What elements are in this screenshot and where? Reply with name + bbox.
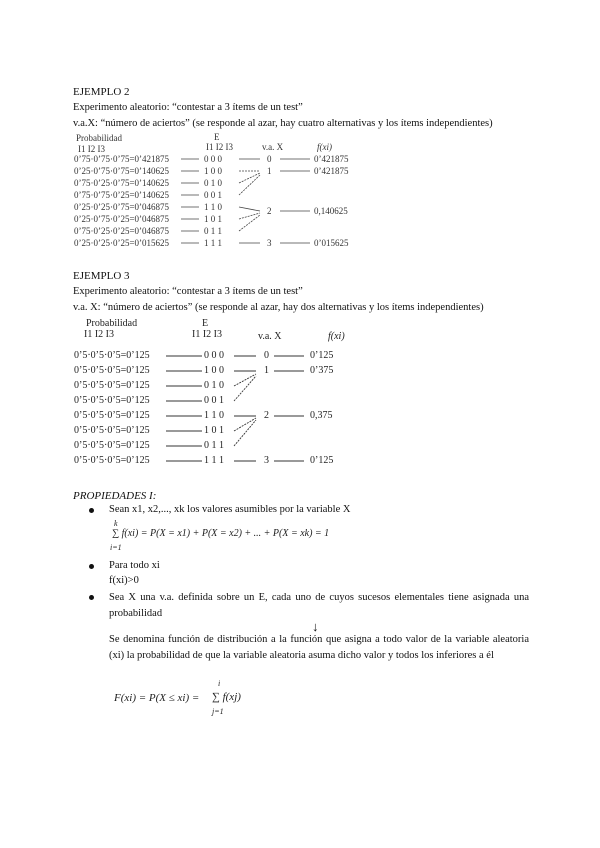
items-header: I1 I2 I3 <box>78 144 105 154</box>
row-calc: 0’75·0’25·0’25=0’046875 <box>74 226 170 236</box>
fx-header: f(xi) <box>317 142 332 152</box>
row-e: 0 0 0 <box>204 350 224 361</box>
propiedades-title: PROPIEDADES I: <box>73 490 157 502</box>
row-e: 0 1 0 <box>204 178 222 188</box>
row-calc: 0’25·0’25·0’25=0’015625 <box>74 238 170 248</box>
row-e: 1 0 0 <box>204 365 224 376</box>
x-value: 3 <box>267 238 272 248</box>
row-e: 1 1 1 <box>204 238 222 248</box>
row-e: 1 1 1 <box>204 455 224 466</box>
sum-top: k <box>114 519 118 528</box>
row-e: 0 1 1 <box>204 440 224 451</box>
ejemplo-2-title: EJEMPLO 2 <box>73 86 130 98</box>
sum-bottom: i=1 <box>110 543 122 552</box>
prob-header: Probabilidad <box>76 133 122 143</box>
row-calc: 0’5·0’5·0’5=0’125 <box>74 395 150 406</box>
prob-header: Probabilidad <box>86 318 138 329</box>
fx-value: 0,375 <box>310 410 333 421</box>
F-formula-lhs: F(xi) = P(X ≤ xi) = <box>114 692 200 704</box>
fx-value: 0,140625 <box>314 206 348 216</box>
e-items-header: I1 I2 I3 <box>192 329 222 340</box>
row-calc: 0’5·0’5·0’5=0’125 <box>74 380 150 391</box>
ejemplo-3-arrows <box>74 318 514 468</box>
x-value: 1 <box>264 365 269 376</box>
row-calc: 0’75·0’75·0’75=0’421875 <box>74 154 170 164</box>
bullet-3-text: Sea X una v.a. definida sobre un E, cada uno de cuyos sucesos elementales tiene asignada una probabilidad <box>109 592 529 619</box>
bullet-1-text: Sean x1, x2,..., xk los valores asumibles por la variable X <box>109 504 351 515</box>
F-sum-top: i <box>218 679 221 688</box>
row-calc: 0’5·0’5·0’5=0’125 <box>74 350 150 361</box>
row-e: 1 1 0 <box>204 202 222 212</box>
row-e: 0 0 0 <box>204 154 222 164</box>
ejemplo-2-experiment: Experimento aleatorio: “contestar a 3 ítems de un test” <box>73 102 303 113</box>
row-calc: 0’5·0’5·0’5=0’125 <box>74 440 150 451</box>
x-value: 1 <box>267 166 272 176</box>
x-header: v.a. X <box>258 331 282 342</box>
row-e: 0 0 1 <box>204 190 222 200</box>
down-arrow-icon: ↓ <box>312 619 319 634</box>
bullet-2-line-1: Para todo xi <box>109 560 160 571</box>
x-value: 2 <box>264 410 269 421</box>
row-e: 1 1 0 <box>204 410 224 421</box>
fx-value: 0’125 <box>310 455 334 466</box>
row-calc: 0’5·0’5·0’5=0’125 <box>74 410 150 421</box>
sum-formula: ∑ f(xi) = P(X = x1) + P(X = x2) + ... + P(X = xk) = 1 <box>112 528 330 539</box>
bullet-2 <box>89 564 94 569</box>
items-header: I1 I2 I3 <box>84 329 114 340</box>
definition-text: Se denomina función de distribución a la función que asigna a todo valor de la variable aleatoria (xi) la probabilidad de que la variable aleatoria asuma dicho valor y todos los inferiores a él <box>109 634 529 661</box>
e-items-header: I1 I2 I3 <box>206 142 233 152</box>
fx-value: 0’375 <box>310 365 334 376</box>
ejemplo-2-va: v.a.X: “número de aciertos” (se responde al azar, hay cuatro alternativas y los ítems independientes) <box>73 118 493 129</box>
ejemplo-3-figure <box>74 318 514 468</box>
row-calc: 0’75·0’75·0’25=0’140625 <box>74 190 170 200</box>
row-e: 0 1 1 <box>204 226 222 236</box>
ejemplo-2-arrows <box>74 133 514 263</box>
row-calc: 0’75·0’25·0’75=0’140625 <box>74 178 170 188</box>
bullet-2-line-2: f(xi)>0 <box>109 575 139 586</box>
bullet-3 <box>89 595 94 600</box>
row-e: 0 0 1 <box>204 395 224 406</box>
row-e: 0 1 0 <box>204 380 224 391</box>
row-e: 1 0 1 <box>204 425 224 436</box>
row-calc: 0’25·0’75·0’75=0’140625 <box>74 166 170 176</box>
row-calc: 0’25·0’75·0’25=0’046875 <box>74 214 170 224</box>
x-value: 0 <box>267 154 272 164</box>
fx-value: 0’421875 <box>314 166 349 176</box>
row-e: 1 0 1 <box>204 214 222 224</box>
row-calc: 0’5·0’5·0’5=0’125 <box>74 455 150 466</box>
x-value: 0 <box>264 350 269 361</box>
F-formula-sum: ∑ f(xj) <box>212 691 241 703</box>
fx-value: 0’125 <box>310 350 334 361</box>
x-value: 3 <box>264 455 269 466</box>
bullet-1 <box>89 508 94 513</box>
F-sum-bottom: j=1 <box>212 707 224 716</box>
fx-header: f(xi) <box>328 331 345 342</box>
row-calc: 0’5·0’5·0’5=0’125 <box>74 425 150 436</box>
row-e: 1 0 0 <box>204 166 222 176</box>
fx-value: 0’421875 <box>314 154 349 164</box>
x-header: v.a. X <box>262 142 284 152</box>
ejemplo-3-title: EJEMPLO 3 <box>73 270 130 282</box>
fx-value: 0’015625 <box>314 238 349 248</box>
row-calc: 0’25·0’25·0’75=0’046875 <box>74 202 170 212</box>
ejemplo-2-figure <box>74 133 514 263</box>
ejemplo-3-va: v.a. X: “número de aciertos” (se responde al azar, hay dos alternativas y los ítems independientes) <box>73 302 484 313</box>
e-header: E <box>214 132 220 142</box>
e-header: E <box>202 318 209 329</box>
row-calc: 0’5·0’5·0’5=0’125 <box>74 365 150 376</box>
x-value: 2 <box>267 206 272 216</box>
ejemplo-3-experiment: Experimento aleatorio: “contestar a 3 ítems de un test” <box>73 286 303 297</box>
